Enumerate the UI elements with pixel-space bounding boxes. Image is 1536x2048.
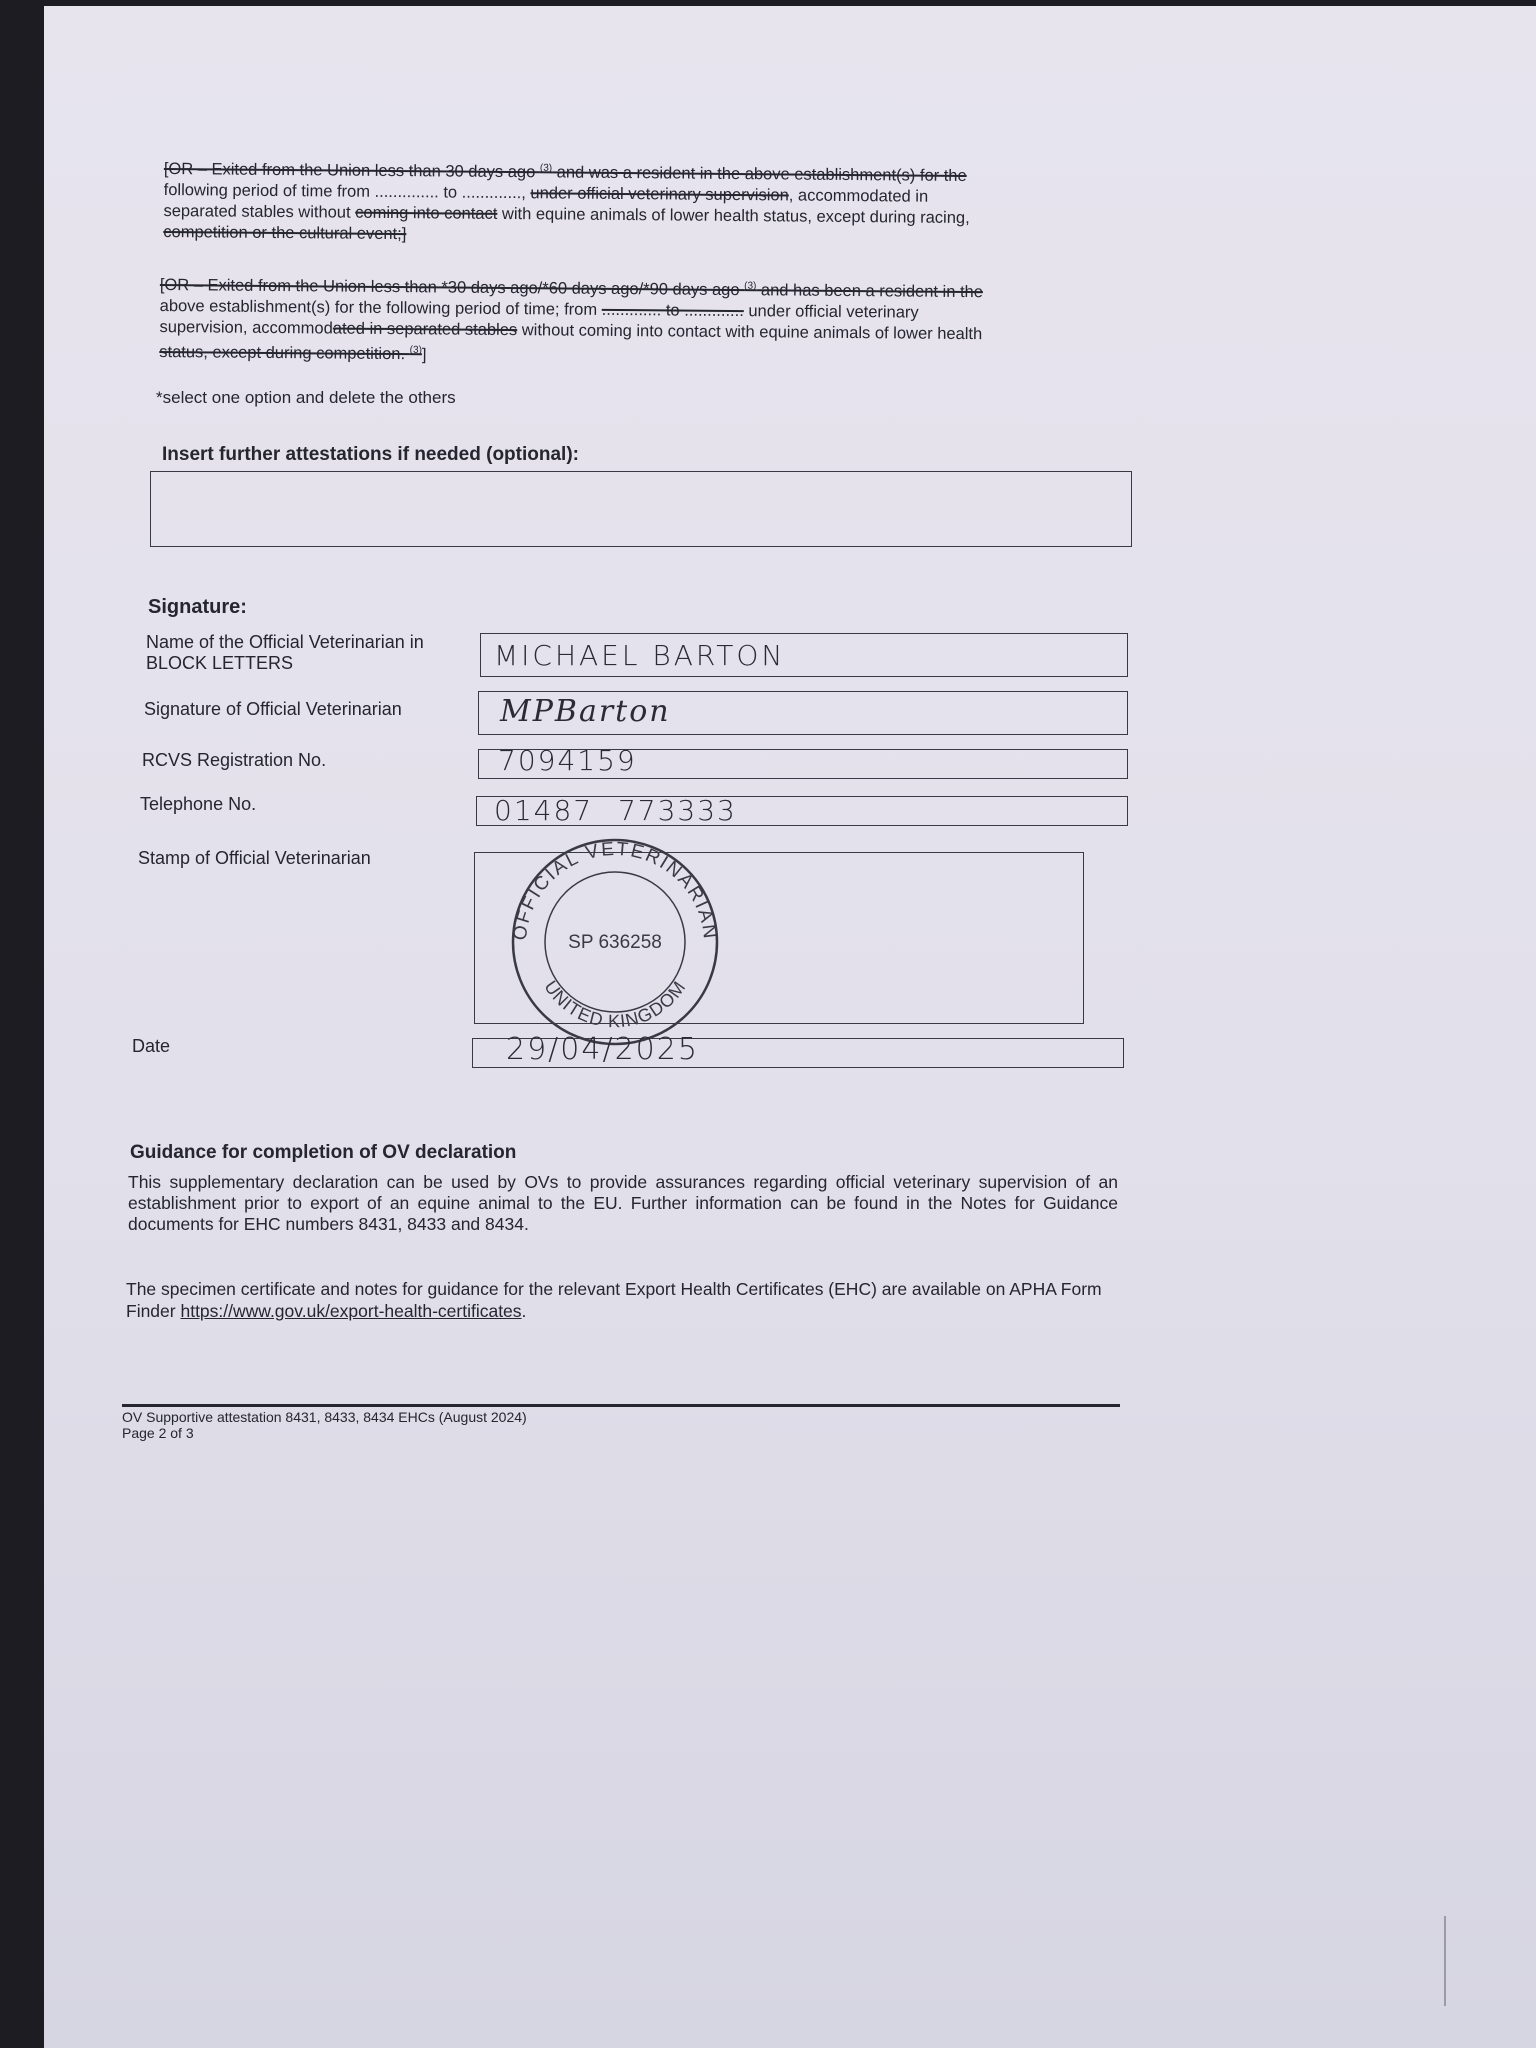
footer-text <box>122 1409 527 1441</box>
rcvs-label: RCVS Registration No. <box>142 750 327 770</box>
name-value: MICHAEL BARTON <box>494 639 786 672</box>
stamp-top-text: OFFICIAL VETERINARIAN <box>509 838 721 942</box>
guidance-paragraph-2 <box>126 1278 1120 1322</box>
option-1-line-2-end: , accommodated in <box>788 185 929 206</box>
signature-heading: Signature: <box>148 596 247 618</box>
option-1-line-3-end: with equine animals of lower health status, except during racing, <box>497 204 970 227</box>
option-2-line-2-end: under official veterinary <box>743 301 919 322</box>
footer-rule <box>122 1404 1120 1407</box>
stamp-number: SP 636258 <box>568 932 662 953</box>
option-1-line-4: competition or the cultural event;] <box>163 222 407 243</box>
option-1-line-2: following period of time from .............. to ............., <box>163 180 531 202</box>
guidance-paragraph-1: This supplementary declaration can be used by OVs to provide assurances regarding official veterinary supervision of an establishment prior to export of an equine animal to the EU. Further information can be found in the Notes for Guidance documents for EHC numbers 8431, 8433 and 8434. <box>128 1172 1118 1234</box>
option-1-struck-contact: coming into contact <box>355 203 498 223</box>
further-attestations-box[interactable] <box>150 471 1132 547</box>
option-2-paragraph <box>159 270 1134 371</box>
option-2-struck-text-end: and has been a resident in the <box>756 280 984 301</box>
option-1-struck-text-end: and was a resident in the above establishment(s) for the <box>552 162 967 185</box>
footer-line-2: Page 2 of 3 <box>122 1425 194 1441</box>
option-1-line-3: separated stables without <box>163 201 356 222</box>
date-label: Date <box>132 1036 171 1056</box>
option-2-line-2: above establishment(s) for the following period of time; from <box>159 296 602 319</box>
page-fold-mark <box>1444 1916 1446 2006</box>
option-1-struck-supervision: under official veterinary supervision <box>530 183 789 204</box>
footnote-ref: (3) <box>744 280 757 292</box>
select-note: *select one option and delete the others <box>156 388 456 407</box>
document-page <box>44 6 1536 2048</box>
rcvs-value: 7094159 <box>498 744 637 777</box>
form-finder-link[interactable]: https://www.gov.uk/export-health-certificates <box>180 1301 522 1321</box>
footnote-ref: (3) <box>539 162 553 174</box>
guidance-paragraph-2-end: . <box>521 1301 527 1321</box>
stamp-label: Stamp of Official Veterinarian <box>138 848 371 868</box>
option-2-line-3: supervision, accommod <box>159 317 333 338</box>
official-stamp <box>504 826 726 1048</box>
guidance-paragraph-2-text: The specimen certificate and notes for guidance for the relevant Export Health Certificates (EHC) are available on APHA Form Finder <box>126 1279 1102 1321</box>
option-2-line-3-end: without coming into contact with equine animals of lower health <box>517 320 983 343</box>
further-attestations-heading: Insert further attestations if needed (optional): <box>162 444 579 465</box>
footer-line-1: OV Supportive attestation 8431, 8433, 8434 EHCs (August 2024) <box>122 1409 527 1425</box>
footnote-ref: (3) <box>409 344 422 356</box>
stamp-svg <box>504 826 726 1048</box>
stamp-bottom-text: UNITED KINGDOM <box>540 976 690 1032</box>
option-2-struck-stables: ated in separated stables <box>332 319 518 339</box>
guidance-heading: Guidance for completion of OV declaration <box>130 1142 517 1163</box>
option-2-line-4: status, except during competition. <box>159 342 410 364</box>
date-value: 29/04/2025 <box>506 1032 699 1067</box>
option-2-close-bracket: ] <box>421 345 427 364</box>
signature-value: MPBarton <box>500 694 671 729</box>
option-1-paragraph <box>163 154 1134 251</box>
option-1-struck-text: [OR – Exited from the Union less than 30 days ago <box>163 159 540 181</box>
name-label: Name of the Official Veterinarian in BLOCK LETTERS <box>146 632 424 673</box>
option-2-struck-dates: ............. to ............. <box>601 300 744 320</box>
telephone-label: Telephone No. <box>140 794 257 814</box>
option-2-struck-text: [OR – Exited from the Union less than *30 days ago/*60 days ago/*90 days ago <box>159 275 745 299</box>
telephone-value: 01487 773333 <box>494 794 737 827</box>
signature-label: Signature of Official Veterinarian <box>144 699 402 719</box>
